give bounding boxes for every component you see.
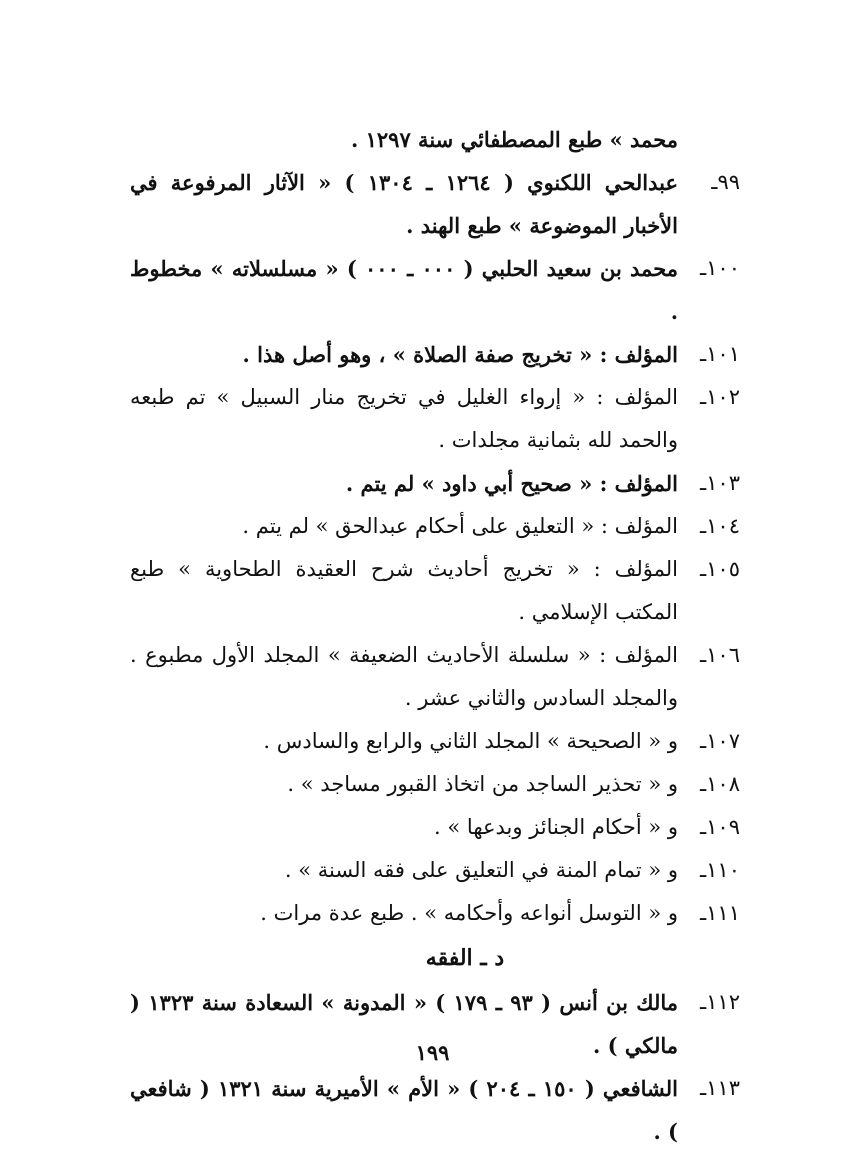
entry-number: ١٠٩ـ — [700, 815, 740, 839]
entry-number: ١٠٨ـ — [700, 772, 740, 796]
entry-number: ١١٠ـ — [700, 858, 740, 882]
list-item — [130, 548, 740, 634]
entry-number: ١٠٥ـ — [700, 557, 740, 581]
entry-number: ١٠٦ـ — [700, 643, 740, 667]
entry-text: المؤلف : « تخريج أحاديث شرح العقيدة الطحاوية » طبع المكتب الإسلامي . — [130, 557, 678, 624]
continuation-line: محمد » طبع المصطفائي سنة ١٢٩٧ . — [351, 127, 678, 152]
reference-list — [130, 118, 740, 1153]
entry-text: محمد بن سعيد الحلبي ( ٠٠٠ ـ ٠٠٠ ) « مسلسلاته » مخطوط . — [130, 256, 679, 324]
entry-number: ١٠١ـ — [700, 342, 740, 366]
list-item — [130, 462, 740, 505]
entry-text: المؤلف : « التعليق على أحكام عبدالحق » لم يتم . — [242, 514, 678, 538]
entry-text: و « تمام المنة في التعليق على فقه السنة » . — [284, 858, 678, 882]
entry-text: و « الصحيحة » المجلد الثاني والرابع والسادس . — [263, 729, 678, 753]
list-item — [130, 376, 740, 462]
list-item — [130, 247, 740, 333]
entry-number: ١٠٣ـ — [700, 471, 740, 495]
entry-number: ١١٢ـ — [700, 990, 740, 1014]
list-item — [130, 806, 740, 849]
list-item — [130, 505, 740, 548]
entry-number: ١١٣ـ — [700, 1076, 740, 1100]
list-item — [130, 634, 740, 720]
entry-number: ١٠٧ـ — [700, 729, 740, 753]
list-item — [130, 161, 740, 247]
section-heading-fiqh: د ـ الفقه — [425, 945, 505, 971]
entry-text: المؤلف : « تخريج صفة الصلاة » ، وهو أصل هذا . — [242, 342, 678, 367]
entry-number: ١٠٠ـ — [700, 256, 740, 280]
list-item — [130, 763, 740, 806]
entry-text: المؤلف : « سلسلة الأحاديث الضعيفة » المجلد الأول مطبوع . والمجلد السادس والثاني عشر . — [130, 643, 678, 710]
entry-text: الشافعي ( ١٥٠ ـ ٢٠٤ ) « الأم » الأميرية سنة ١٣٢١ ( شافعي ) . — [130, 1076, 678, 1144]
entry-number: ١١١ـ — [700, 901, 740, 925]
entry-text: المؤلف : « صحيح أبي داود » لم يتم . — [345, 471, 678, 496]
list-item — [130, 720, 740, 763]
entry-text: مالك بن أنس ( ٩٣ ـ ١٧٩ ) « المدونة » السعادة سنة ١٣٢٣ ( مالكي ) . — [130, 990, 679, 1058]
entry-text: المؤلف : « إرواء الغليل في تخريج منار السبيل » تم طبعه والحمد لله بثمانية مجلدات . — [130, 385, 678, 452]
page-number: ١٩٩ — [415, 1040, 450, 1065]
entry-text: عبدالحي اللكنوي ( ١٢٦٤ ـ ١٣٠٤ ) « الآثار المرفوعة في الأخبار الموضوعة » طبع الهند . — [130, 170, 678, 238]
entry-text: و « التوسل أنواعه وأحكامه » . طبع عدة مرات . — [260, 901, 678, 925]
entry-number: ٩٩ـ — [711, 170, 740, 194]
list-item — [130, 892, 740, 935]
list-item — [130, 849, 740, 892]
list-item — [130, 1067, 740, 1153]
list-item — [130, 333, 740, 376]
entry-number: ١٠٤ـ — [700, 514, 740, 538]
entry-text: و « تحذير الساجد من اتخاذ القبور مساجد » . — [287, 772, 678, 796]
entry-text: و « أحكام الجنائز وبدعها » . — [434, 815, 678, 839]
entry-number: ١٠٢ـ — [700, 385, 740, 409]
